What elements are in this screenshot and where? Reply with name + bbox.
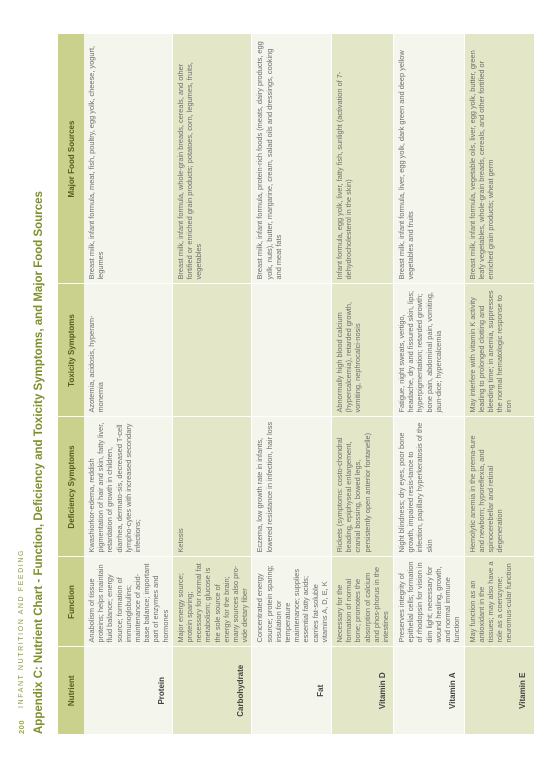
deficiency-cell: Rickets (symptoms: costo-chondral beading, epiphyseal enlargement, cranial bossing, bowed legs, persistently open anterior fontanelle) bbox=[332, 417, 394, 557]
sources-cell: Breast milk, infant formula, liver, egg yolk, dark green and deep yellow vegetables and fruits bbox=[394, 34, 464, 284]
function-cell: May function as an antioxidant in the tissues; may also have a role as a coenzyme; neuromus-cular function bbox=[464, 557, 534, 647]
table-row bbox=[464, 34, 534, 734]
header-sources: Major Food Sources bbox=[58, 34, 84, 284]
function-cell: Concentrated energy source; protein sparing; insulation for temperature maintenance; supplies essential fatty acids; carries fat-soluble vitamins A, D, E, K bbox=[252, 557, 332, 647]
page-title: Appendix C: Nutrient Chart - Function, Deficiency and Toxicity Symptoms, and Major Food Sources bbox=[33, 191, 45, 734]
nutrient-name: Fat bbox=[252, 647, 332, 734]
page-number: 200 bbox=[16, 719, 26, 734]
table-row bbox=[332, 34, 394, 734]
header-function: Function bbox=[58, 557, 84, 647]
sources-cell: Breast milk, infant formula, whole-grain breads, cereals, and other fortified or enriched grain products; potatoes, corn, legumes, fruits, vegetables bbox=[172, 34, 252, 284]
toxicity-cell: Abnormally high blood calcium (hypercalcemia), retarded growth, vomiting, nephrocalci-nosis bbox=[332, 284, 394, 417]
nutrient-name: Vitamin D bbox=[332, 647, 394, 734]
function-cell: Preserves integrity of epithelial cells; formation of rhodopsin for vision in dim light; necessary for wound healing, growth, and normal immune function bbox=[394, 557, 464, 647]
nutrient-name: Carbohydrate bbox=[172, 647, 252, 734]
nutrient-name: Vitamin E bbox=[464, 647, 534, 734]
running-head bbox=[14, 549, 28, 734]
table-row bbox=[394, 34, 464, 734]
deficiency-cell: Hemolytic anemia in the prema-ture and newborn; hyporeflexia, and spinocerebellar and retinal degeneration bbox=[464, 417, 534, 557]
sources-cell: Breast milk, infant formula, meat, fish, poultry, egg yolk, cheese, yogurt, legumes bbox=[84, 34, 172, 284]
header-toxicity: Toxicity Symptoms bbox=[58, 284, 84, 417]
deficiency-cell: Night blindness; dry eyes, poor bone growth, impaired resis-tance to infection, papillary hyperkeratosis of the skin bbox=[394, 417, 464, 557]
sources-cell: Infant formula, egg yolk, liver, fatty fish, sunlight (activation of 7-dehydrocholesterol in the skin) bbox=[332, 34, 394, 284]
deficiency-cell: Ketosis bbox=[172, 417, 252, 557]
toxicity-cell bbox=[252, 284, 332, 417]
deficiency-cell: Kwashiorkor-edema, reddish pigmentation of hair and skin, fatty liver, retardation of growth in children, diarrhea, dermato-sis, decreased T-cell lympho-cytes with increased secondary infections; bbox=[84, 417, 172, 557]
table-row bbox=[252, 34, 332, 734]
book-title: INFANT NUTRITION AND FEEDING bbox=[17, 548, 25, 708]
header-nutrient: Nutrient bbox=[58, 647, 84, 734]
nutrient-name: Vitamin A bbox=[394, 647, 464, 734]
toxicity-cell: May interfere with vitamin K activity leading to prolonged clotting and bleeding time; in anemia, suppresses the normal hematologic response to iron bbox=[464, 284, 534, 417]
table-row bbox=[172, 34, 252, 734]
toxicity-cell bbox=[172, 284, 252, 417]
function-cell: Major energy source; protein sparing; necessary for normal fat metabolism; glucose is the sole source of energy for the brain; many sources also pro-vide dietary fiber bbox=[172, 557, 252, 647]
table-row bbox=[84, 34, 172, 734]
nutrient-name: Protein bbox=[84, 647, 172, 734]
sources-cell: Breast milk, infant formula, protein-rich foods (meats, dairy products, egg yolk, nuts), butter, margarine, cream, salad oils and dressings, cooking and meat fats bbox=[252, 34, 332, 284]
deficiency-cell: Eczema, low growth rate in infants, lowered resistance in infection, hair loss bbox=[252, 417, 332, 557]
table-header-row bbox=[58, 34, 84, 734]
function-cell: Necessary for the formation of normal bone; promotes the absorption of calcium and phos-phorus in the intestines bbox=[332, 557, 394, 647]
toxicity-cell: Fatigue, night sweats, vertigo, headache, dry and fissured skin, lips; hyperpigmentation; retarded growth; bone pain, abdominal pain, vomiting, jaun-dice; hypercalcemia bbox=[394, 284, 464, 417]
function-cell: Anabolism of tissue proteins; helps maintain fluid balance; energy source; formation of immunoglobulins; maintenance of acid-base balance; important part of enzymes and hormones bbox=[84, 557, 172, 647]
sources-cell: Breast milk, infant formula, vegetable oils, liver, egg yolk, butter, green leafy vegetables, whole-grain breads, cereals, and other fortified or enriched grain products; wheat germ bbox=[464, 34, 534, 284]
header-deficiency: Deficiency Symptoms bbox=[58, 417, 84, 557]
nutrient-table bbox=[58, 34, 535, 735]
toxicity-cell: Azotemia, acidosis, hyperam-monemia bbox=[84, 284, 172, 417]
